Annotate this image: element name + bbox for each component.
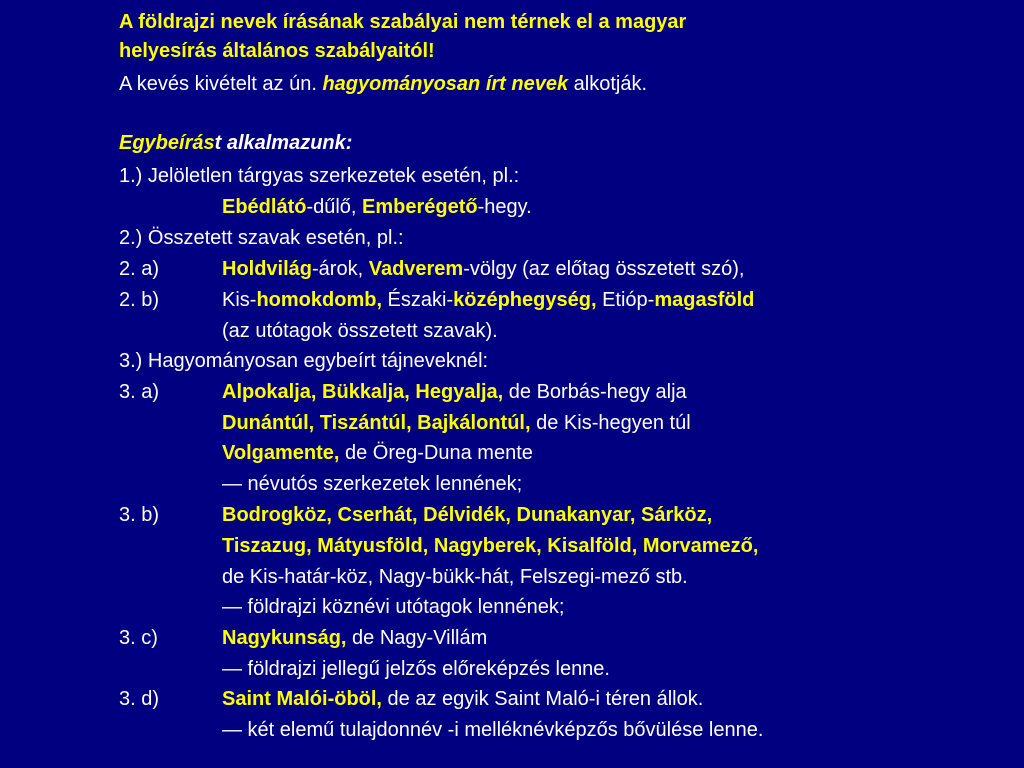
examples-highlight: Volgamente, (222, 442, 340, 464)
example-emberegeto: Emberégető (362, 196, 478, 218)
example-suffix: -hegy. (477, 196, 532, 218)
rule-3b-counter-examples: de Kis-határ-köz, Nagy-bükk-hát, Felszegi-mező stb. (222, 566, 688, 588)
examples-highlight: Bodrogköz, Cserhát, Délvidék, Dunakanyar, Sárköz, (222, 504, 713, 526)
heading-line-2: helyesírás általános szabályaitól! (119, 40, 435, 62)
heading-line-1: A földrajzi nevek írásának szabályai nem térnek el a magyar (119, 11, 687, 33)
rule-label: 3. c) (119, 627, 158, 649)
example-ebedlato: Ebédlátó (222, 196, 307, 218)
rule-label: 3. a) (119, 381, 160, 403)
rule-label: 3. d) (119, 688, 160, 710)
example-prefix: Északi- (382, 289, 454, 311)
rule-1-examples (222, 194, 532, 220)
example-vadverem: Vadverem (368, 258, 464, 280)
example-prefix: Kis- (222, 289, 257, 311)
rule-3d-note: — két elemű tulajdonnév -i melléknévképzős bővülése lenne. (222, 719, 764, 741)
rule-3b-line-2: Tiszazug, Mátyusföld, Nagyberek, Kisalföld, Morvamező, (222, 535, 759, 557)
intro-emphasis: hagyományosan írt nevek (322, 73, 569, 95)
example-prefix: Etióp- (596, 289, 655, 311)
example-suffix: -völgy (az előtag összetett szó), (463, 258, 745, 280)
intro-prefix: A kevés kivételt az ún. (119, 73, 323, 95)
example-magasfold: magasföld (654, 289, 755, 311)
rule-2a (119, 256, 744, 282)
intro-suffix: alkotják. (568, 73, 648, 95)
rule-2b-note: (az utótagok összetett szavak). (222, 320, 498, 342)
section-heading (119, 130, 352, 156)
rule-2: 2.) Összetett szavak esetén, pl.: (119, 227, 404, 249)
rule-3a-line-1 (119, 379, 687, 405)
example-suffix: -dűlő, (306, 196, 363, 218)
rule-1: 1.) Jelöletlen tárgyas szerkezetek esetén, pl.: (119, 165, 520, 187)
rule-3a-line-3 (222, 440, 533, 466)
examples-highlight: Saint Malói-öböl, (222, 688, 382, 710)
section-heading-highlight: Egybeírás (119, 132, 215, 154)
rule-2b (119, 287, 754, 313)
rule-label: 3. b) (119, 504, 160, 526)
rule-3a-note: — névutós szerkezetek lennének; (222, 473, 523, 495)
rule-label: 2. b) (119, 289, 160, 311)
counter-example: de Kis-hegyen túl (530, 412, 691, 434)
counter-example: de Öreg-Duna mente (339, 442, 533, 464)
rule-3c-line-1 (119, 625, 487, 651)
rule-3: 3.) Hagyományosan egybeírt tájneveknél: (119, 350, 489, 372)
rule-3b-note: — földrajzi köznévi utótagok lennének; (222, 596, 565, 618)
rule-3c-note: — földrajzi jellegű jelzős előreképzés lenne. (222, 658, 610, 680)
rule-3a-line-2 (222, 410, 691, 436)
examples-highlight: Alpokalja, Bükkalja, Hegyalja, (222, 381, 504, 403)
examples-highlight: Nagykunság, (222, 627, 347, 649)
counter-example: de Borbás-hegy alja (503, 381, 687, 403)
example-kozephegyseg: középhegység, (453, 289, 597, 311)
counter-example: de Nagy-Villám (346, 627, 488, 649)
intro-line (119, 71, 647, 97)
rule-label: 2. a) (119, 258, 160, 280)
rule-3b-line-1 (119, 502, 712, 528)
rule-3d-line-1 (119, 686, 703, 712)
examples-highlight: Dunántúl, Tiszántúl, Bajkálontúl, (222, 412, 531, 434)
example-suffix: -árok, (312, 258, 369, 280)
counter-example: de az egyik Saint Maló-i téren állok. (382, 688, 704, 710)
section-heading-rest: t alkalmazunk: (214, 132, 353, 154)
example-holdvilag: Holdvilág (222, 258, 313, 280)
example-homokdomb: homokdomb, (256, 289, 382, 311)
